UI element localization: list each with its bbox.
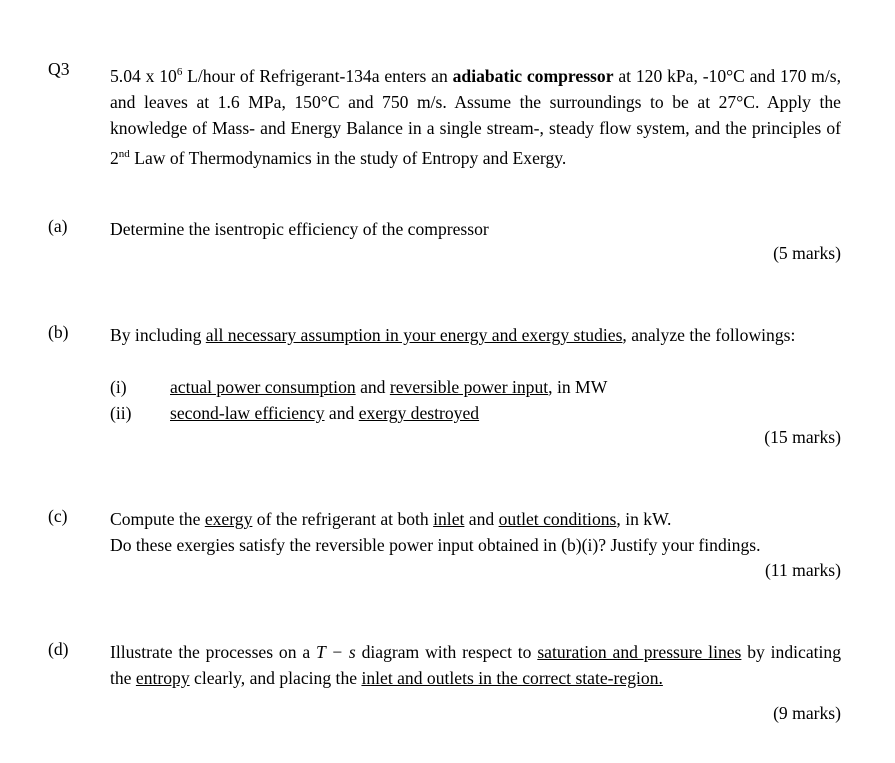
text: and (324, 403, 359, 423)
part-c-marks: (11 marks) (764, 560, 841, 580)
part-a-label: (a) (48, 216, 68, 236)
part-b-ii (110, 400, 479, 426)
intro-text: at 120 kPa, -10°C and 170 m/s, and leaves at 1.6 MPa, 150°C and 750 m/s. Assume the surroundings to be at 27°C. Apply the knowledge of Mass- and Energy Balance in a single stream-, steady flow system, and the principles of 2 (110, 65, 842, 168)
intro-text: Law of Thermodynamics in the study of Entropy and Exergy. (129, 147, 567, 168)
underlined-text: exergy destroyed (358, 403, 480, 423)
text: Illustrate the processes on a (110, 642, 316, 662)
exponent: 6 (176, 66, 183, 78)
part-d-marks: (9 marks) (773, 703, 841, 723)
text: by indicating the (110, 642, 841, 688)
part-d-label: (d) (48, 639, 69, 659)
underlined-text: outlet conditions (498, 509, 617, 529)
underlined-text: inlet and outlets in the correct state-region. (361, 668, 663, 688)
text: , analyze the followings: (622, 325, 796, 345)
question-number: Q3 (48, 59, 70, 79)
text: and (464, 509, 499, 529)
part-c-text (110, 506, 841, 558)
subpart-number: (ii) (110, 403, 132, 423)
bold-term: adiabatic compressor (452, 65, 614, 86)
part-b-marks: (15 marks) (764, 427, 841, 447)
text: By including (110, 325, 206, 345)
part-b-i (110, 374, 607, 400)
subpart-number: (i) (110, 377, 127, 397)
math-expression: T − s (315, 642, 356, 662)
ordinal-suffix: nd (118, 147, 130, 160)
underlined-text: inlet (433, 509, 465, 529)
part-c-label: (c) (48, 506, 68, 526)
text: , in kW. (616, 509, 672, 529)
text: Compute the (110, 509, 205, 529)
text: Do these exergies satisfy the reversible power input obtained in (b)(i)? Justify your findings. (110, 535, 761, 555)
intro-text: L/hour of Refrigerant-134a enters an (182, 65, 453, 86)
part-a-marks: (5 marks) (773, 243, 841, 263)
part-b-label: (b) (48, 322, 69, 342)
underlined-text: exergy (204, 509, 253, 529)
part-a-text: Determine the isentropic efficiency of the compressor (110, 219, 489, 239)
text: and (355, 377, 390, 397)
question-intro (110, 59, 841, 171)
part-b-text (110, 322, 841, 348)
text: clearly, and placing the (189, 668, 362, 688)
underlined-text: saturation and pressure lines (537, 642, 742, 662)
underlined-text: entropy (135, 668, 190, 688)
underlined-text: reversible power input (389, 377, 549, 397)
part-d-text (110, 639, 841, 691)
intro-text: 5.04 x 10 (110, 65, 177, 86)
text: of the refrigerant at both (252, 509, 434, 529)
text: , in MW (548, 377, 608, 397)
text: diagram with respect to (355, 642, 538, 662)
underlined-text: second-law efficiency (170, 403, 325, 423)
underlined-text: all necessary assumption in your energy and exergy studies (205, 325, 623, 345)
underlined-text: actual power consumption (170, 377, 356, 397)
